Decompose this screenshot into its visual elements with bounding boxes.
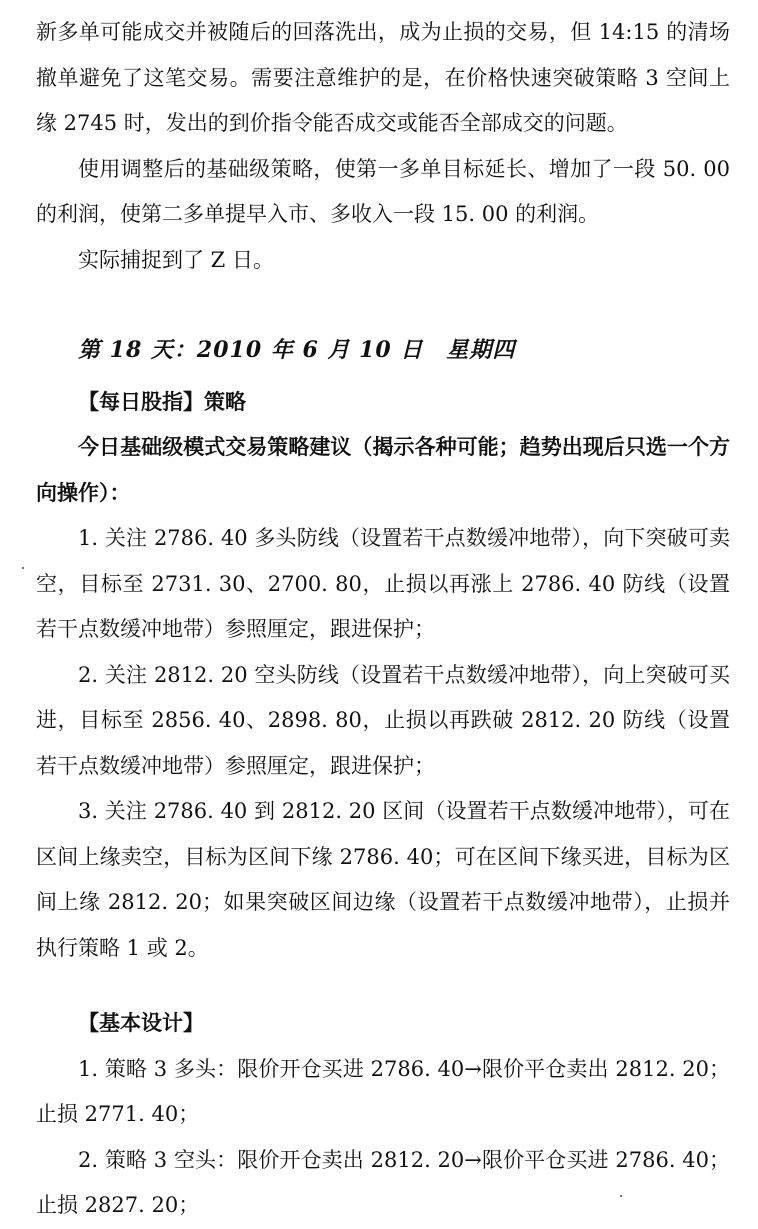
- section-spacer: [36, 283, 730, 328]
- design-item-1: 1. 策略 3 多头：限价开仓买进 2786. 40→限价平仓卖出 2812. 20；止损 2771. 40；: [36, 1056, 730, 1126]
- strategy-intro: 今日基础级模式交易策略建议（揭示各种可能；趋势出现后只选一个方向操作）：: [36, 435, 730, 505]
- paragraph-adjusted-strategy: 使用调整后的基础级策略，使第一多单目标延长、增加了一段 50. 00 的利润，使第二多单提早入市、多收入一段 15. 00 的利润。: [36, 156, 730, 226]
- strategy-section-title: 【每日股指】策略: [78, 389, 246, 414]
- strategy-item-2: 2. 关注 2812. 20 空头防线（设置若干点数缓冲地带），向上突破可买进，目标至 2856. 40、2898. 80，止损以再跌破 2812. 20 防线（设置若干点数缓冲地带）参照厘定，跟进保护；: [36, 662, 730, 778]
- day-heading: 第 18 天：2010 年 6 月 10 日 星期四: [78, 337, 516, 363]
- section-spacer: [36, 971, 730, 1001]
- design-item-2: 2. 策略 3 空头：限价开仓卖出 2812. 20→限价平仓买进 2786. 40；止损 2827. 20；: [36, 1147, 730, 1217]
- paragraph-previous-day-review: 新多单可能成交并被随后的回落洗出，成为止损的交易，但 14:15 的清场撤单避免了这笔交易。需要注意维护的是，在价格快速突破策略 3 空间上缘 2745 时，发出的到价指令能否成交或能否全部成交的问题。: [36, 20, 730, 135]
- scan-speck: [22, 567, 24, 569]
- strategy-item-3: 3. 关注 2786. 40 到 2812. 20 区间（设置若干点数缓冲地带），可在区间上缘卖空，目标为区间下缘 2786. 40；可在区间下缘买进，目标为区间上缘 2812. 20；如果突破区间边缘（设置若干点数缓冲地带），止损并执行策略 1 或 2。: [36, 799, 730, 960]
- scan-speck: [620, 1195, 622, 1197]
- design-section-title: 【基本设计】: [78, 1011, 204, 1035]
- paragraph-z-day: 实际捕捉到了 Z 日。: [78, 247, 274, 272]
- strategy-item-1: 1. 关注 2786. 40 多头防线（设置若干点数缓冲地带），向下突破可卖空，目标至 2731. 30、2700. 80，止损以再涨上 2786. 40 防线（设置若干点数缓冲地带）参照厘定，跟进保护；: [36, 526, 730, 641]
